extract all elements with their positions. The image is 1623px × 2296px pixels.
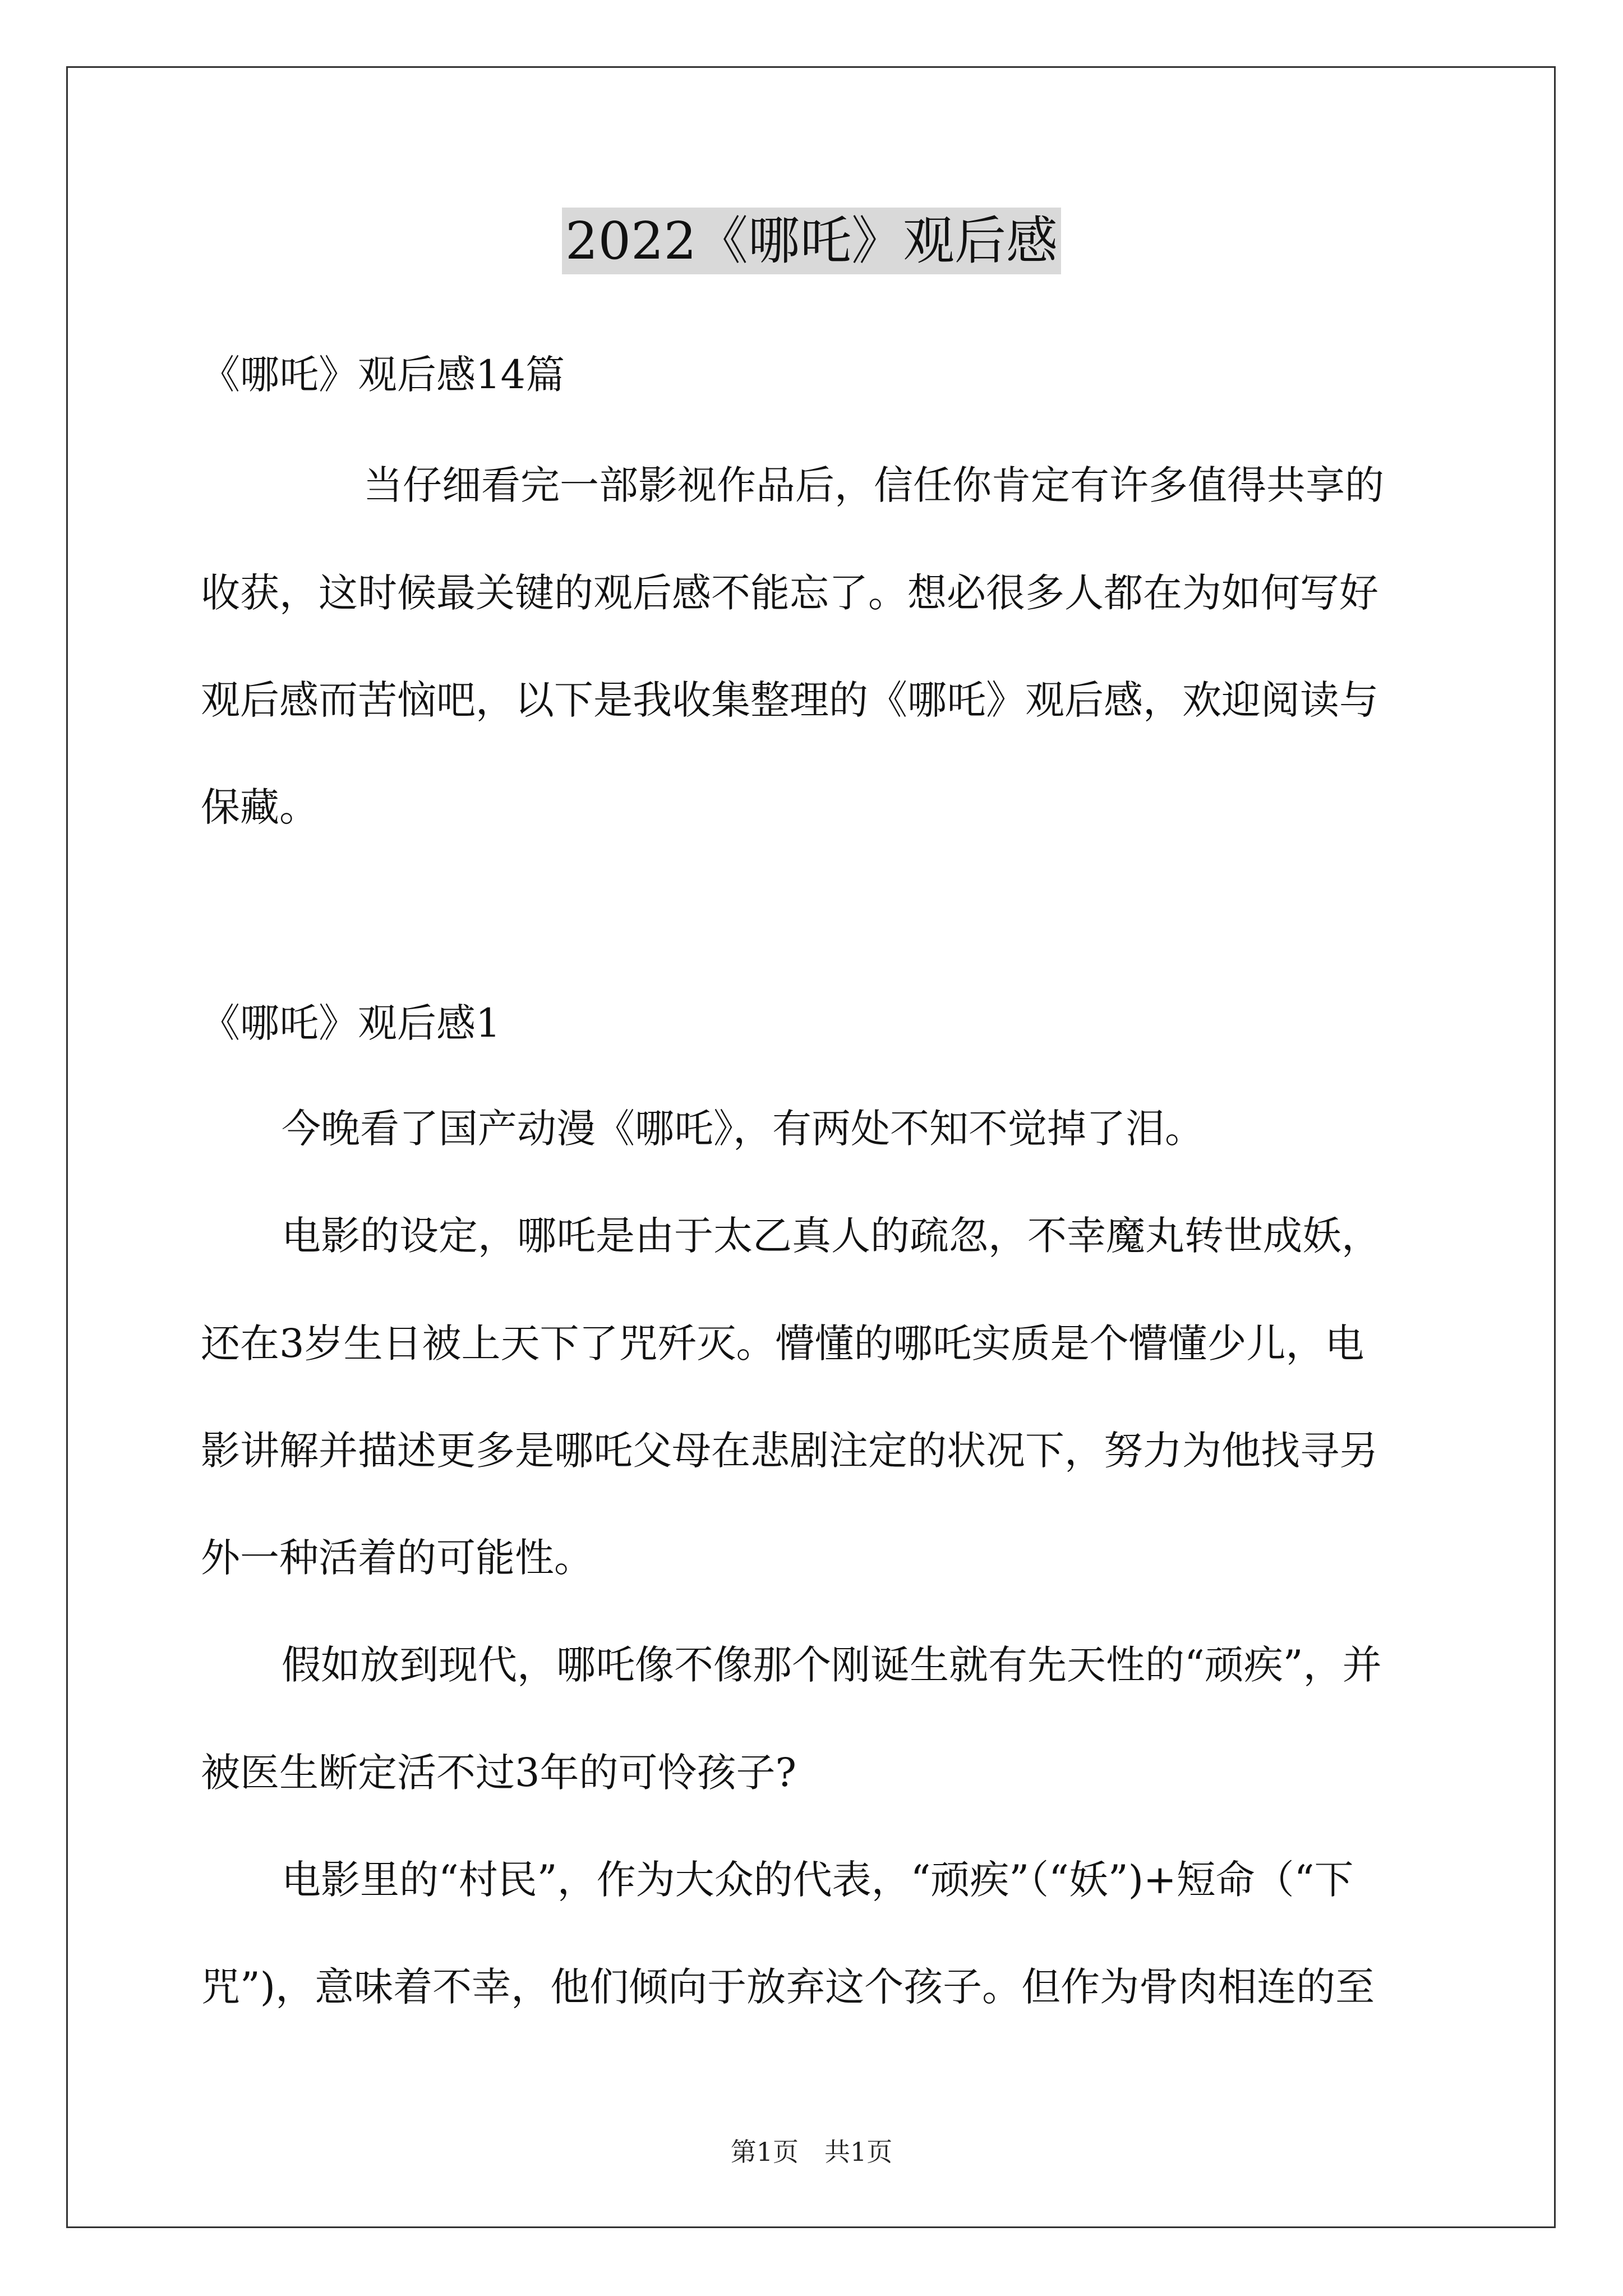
intro-line-3: 观后感而苦恼吧，以下是我收集整理的《哪吒》观后感，欢迎阅读与 xyxy=(201,677,1378,723)
section-heading: 《哪吒》观后感1 xyxy=(201,1000,501,1046)
paragraph-2-line-3: 影讲解并描述更多是哪吒父母在悲剧注定的状况下，努力为他找寻另 xyxy=(201,1428,1378,1474)
paragraph-4-line-2: 咒”)，意味着不幸，他们倾向于放弃这个孩子。但作为骨肉相连的至 xyxy=(201,1964,1375,2010)
paragraph-2-line-2: 还在3岁生日被上天下了咒歼灭。懵懂的哪吒实质是个懵懂少儿，电 xyxy=(201,1320,1364,1366)
paragraph-3-line-1: 假如放到现代，哪吒像不像那个刚诞生就有先天性的“顽疾”，并 xyxy=(282,1642,1382,1688)
intro-line-1: 当仔细看完一部影视作品后，信任你肯定有许多值得共享的 xyxy=(363,462,1384,508)
subtitle: 《哪吒》观后感14篇 xyxy=(201,352,565,398)
title-text: 2022《哪吒》观后感 xyxy=(562,208,1061,274)
intro-line-4: 保藏。 xyxy=(201,784,319,830)
paragraph-2-line-4: 外一种活着的可能性。 xyxy=(201,1535,593,1581)
paragraph-2-line-1: 电影的设定，哪吒是由于太乙真人的疏忽，不幸魔丸转世成妖， xyxy=(282,1213,1381,1259)
paragraph-1: 今晚看了国产动漫《哪吒》，有两处不知不觉掉了泪。 xyxy=(282,1106,1204,1152)
paragraph-3-line-2: 被医生断定活不过3年的可怜孩子? xyxy=(201,1750,797,1796)
page-footer: 第1页 共1页 xyxy=(730,2137,893,2167)
paragraph-4-line-1: 电影里的“村民”，作为大众的代表，“顽疾”（“妖”)+短命（“下 xyxy=(282,1857,1354,1903)
intro-line-2: 收获，这时候最关键的观后感不能忘了。想必很多人都在为如何写好 xyxy=(201,570,1378,616)
document-title xyxy=(0,202,1623,280)
